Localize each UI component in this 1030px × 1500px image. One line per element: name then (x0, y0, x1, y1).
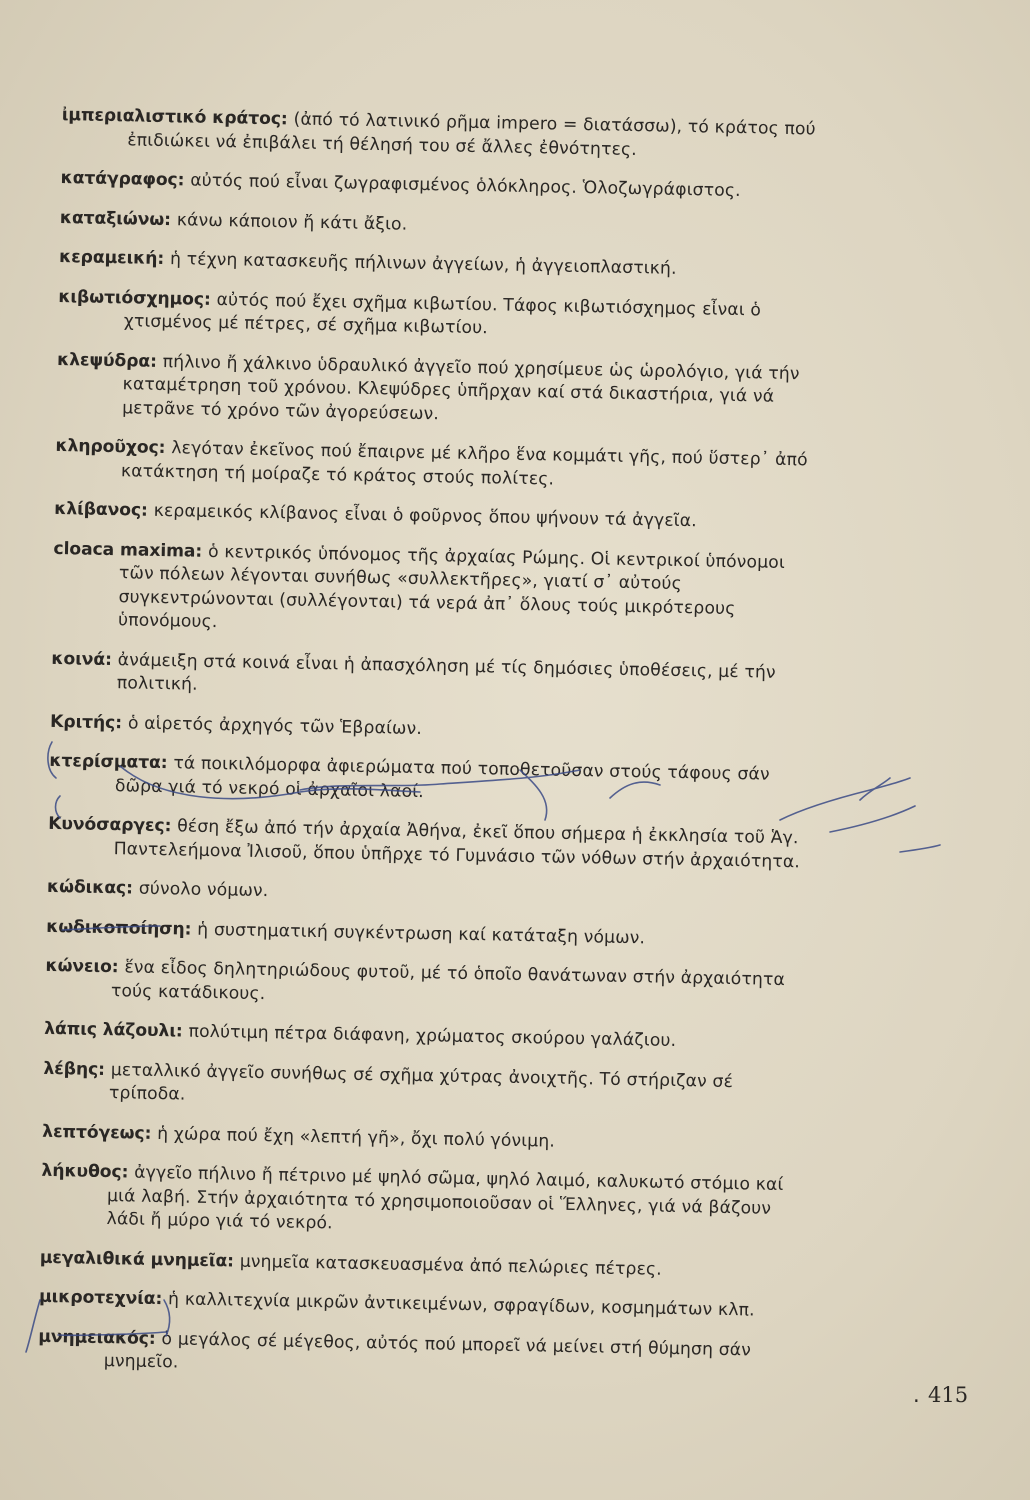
entry-term: κιβωτιόσχημος : (58, 286, 217, 309)
entry-definition: ἡ χώρα πού ἔχη «λεπτή γῆ», ὄχι πολύ γόνιμη. (157, 1123, 556, 1152)
glossary-entry (49, 750, 810, 812)
glossary-entry (59, 246, 819, 284)
entry-term: κατάγραφος : (60, 168, 190, 190)
glossary-entry (38, 1325, 799, 1387)
glossary-entry (54, 498, 814, 536)
glossary-entry (51, 647, 812, 709)
entry-definition: μνημεῖα κατασκευασμένα ἀπό πελώριες πέτρες. (239, 1251, 663, 1280)
glossary-entry (56, 348, 817, 433)
entry-term: μικροτεχνία : (39, 1287, 168, 1309)
page-number: 415 (928, 1383, 969, 1407)
entry-definition: θέση ἔξω ἀπό τήν ἀρχαία Ἀθήνα, ἐκεῖ ὅπου σήμερα ἡ ἐκκλησία τοῦ Ἁγ. Παντελεήμονα Ἰλισοῦ, ὅπου ὑπῆρχε τό Γυμνάσιο τῶν νόθων στήν ἀρχαιότητα. (113, 816, 801, 872)
entry-term: Κριτής : (50, 711, 128, 732)
glossary-entry (61, 104, 822, 166)
glossary-entry (50, 710, 810, 748)
entry-term: μνημειακός : (38, 1326, 162, 1348)
entry-term: κοινά : (51, 648, 118, 669)
entry-term: κλεψύδρα : (57, 349, 163, 371)
entry-definition: αὐτός πού ἔχει σχῆμα κιβωτίου. Τάφος κιβωτιόσχημος εἶναι ὁ χτισμένος μέ πέτρες, σέ σχῆμα κιβωτίου. (123, 289, 762, 339)
entry-term: καταξιώνω : (60, 207, 177, 229)
entry-definition: ἡ τέχνη κατασκευῆς πήλινων ἀγγείων, ἡ ἀγγειοπλαστική. (169, 249, 677, 279)
entry-term: μεγαλιθικά μνημεῖα : (40, 1247, 240, 1271)
entry-term: λήκυθος : (41, 1161, 134, 1183)
entry-definition: ὁ κεντρικός ὑπόνομος τῆς ἀρχαίας Ρώμης. Οἱ κεντρικοί ὑπόνομοι τῶν πόλεων λέγονται συνήθως «συλλεκτῆρες», γιατί σ᾽ αὐτούς συγκεντρώνονται (συλλέγονται) τά νερά ἀπ᾽ ὅλους τούς μικρότερους ὑπονόμους. (117, 541, 786, 633)
entry-definition: κάνω κάποιον ἤ κάτι ἄξιο. (176, 209, 408, 235)
glossary-entry (40, 1160, 801, 1245)
glossary (37, 104, 822, 1403)
entry-term: κληροῦχος : (55, 436, 171, 458)
entry-definition: τά ποικιλόμορφα ἀφιερώματα πού τοποθετοῦσαν στούς τάφους σάν δῶρα γιά τό νεκρό οἱ ἀρχαῖοι λαοί. (114, 753, 770, 802)
glossary-entry (43, 1057, 804, 1119)
glossary-entry (42, 1120, 802, 1158)
entry-term: λεπτόγεως : (42, 1121, 157, 1143)
entry-definition: ἕνα εἶδος δηλητηριώδους φυτοῦ, μέ τό ὁποῖο θανάτωναν στήν ἀρχαιότητα τούς κατάδικους. (110, 957, 786, 1004)
glossary-entry (39, 1286, 799, 1324)
glossary-entry (55, 435, 816, 497)
entry-definition: λεγόταν ἐκεῖνος πού ἔπαιρνε μέ κλῆρο ἕνα κομμάτι γῆς, πού ὕστερ᾽ ἀπό κατάκτηση τή μοίραζε τό κράτος στούς πολίτες. (120, 438, 808, 490)
entry-definition: σύνολο νόμων. (138, 878, 269, 902)
entry-definition: ἀνάμειξη στά κοινά εἶναι ἡ ἀπασχόληση μέ τίς δημόσιες ὑποθέσεις, μέ τήν πολιτική. (116, 649, 776, 695)
entry-definition: ὁ αἱρετός ἀρχηγός τῶν Ἑβραίων. (127, 712, 423, 739)
pen-line-mark (830, 806, 915, 832)
entry-definition: ἡ συστηματική συγκέντρωση καί κατάταξη νόμων. (197, 919, 646, 948)
glossary-entry (45, 955, 806, 1017)
glossary-entry (52, 537, 814, 646)
entry-term: Κυνόσαργες : (48, 814, 177, 836)
entry-term: κώνειο : (45, 956, 124, 978)
entry-term: λάπις λάζουλι : (44, 1019, 189, 1042)
entry-term: κωδικοποίηση : (46, 916, 197, 939)
entry-term: λέβης : (43, 1058, 111, 1079)
entry-term: cloaca maxima : (53, 538, 208, 561)
entry-term: κώδικας : (47, 877, 139, 899)
entry-term: κλίβανος : (54, 499, 154, 521)
glossary-entry (60, 167, 820, 205)
glossary-entry (47, 813, 808, 875)
page-dot: . (913, 1383, 920, 1407)
glossary-entry (47, 876, 807, 914)
entry-definition: αὐτός πού εἶναι ζωγραφισμένος ὁλόκληρος. Ὁλοζωγράφιστος. (190, 170, 741, 202)
entry-definition: ὁ μεγάλος σέ μέγεθος, αὐτός πού μπορεῖ νά μείνει στή θύμηση σάν μνημεῖο. (103, 1328, 752, 1373)
entry-term: ἰμπεριαλιστικό κράτος : (62, 105, 294, 129)
entry-definition: ἡ καλλιτεχνία μικρῶν ἀντικειμένων, σφραγίδων, κοσμημάτων κλπ. (167, 1289, 755, 1321)
glossary-entry (58, 285, 819, 347)
entry-definition: πήλινο ἤ χάλκινο ὑδραυλικό ἀγγεῖο πού χρησίμευε ὡς ὡρολόγιο, γιά τήν καταμέτρηση τοῦ χρόνου. Κλεψύδρες ὑπῆρχαν καί στά δικαστήρια, γιά νά μετρᾶνε τό χρόνο τῶν ἀγορεύσεων. (121, 351, 800, 424)
glossary-entry (40, 1246, 800, 1284)
entry-term: κεραμεική : (59, 247, 170, 269)
entry-definition: ἀγγεῖο πήλινο ἤ πέτρινο μέ ψηλό σῶμα, ψηλό λαιμό, καλυκωτό στόμιο καί μιά λαβή. Στήν ἀρχαιότητα τό χρησιμοποιοῦσαν οἱ Ἕλληνες, γιά νά βάζουν λάδι ἤ μύρο γιά τό νεκρό. (106, 1162, 784, 1234)
glossary-entry (46, 915, 806, 953)
pen-tick-mark (860, 778, 890, 800)
entry-definition: κεραμεικός κλίβανος εἶναι ὁ φοῦρνος ὅπου ψήνουν τά ἀγγεῖα. (153, 500, 698, 532)
glossary-entry (44, 1018, 804, 1056)
glossary-entry (60, 206, 820, 244)
entry-definition: μεταλλικό ἀγγεῖο συνήθως σέ σχῆμα χύτρας ἀνοιχτῆς. Τό στήριζαν σέ τρίποδα. (108, 1059, 734, 1105)
entry-definition: πολύτιμη πέτρα διάφανη, χρώματος σκούρου γαλάζιου. (188, 1021, 677, 1051)
pen-line-mark (900, 845, 940, 852)
entry-definition: (ἀπό τό λατινικό ρῆμα impero = διατάσσω), τό κράτος πού ἐπιδιώκει νά ἐπιβάλει τή θέλησή του σέ ἄλλες ἐθνότητες. (127, 109, 816, 160)
entry-term: κτερίσματα : (49, 751, 173, 773)
